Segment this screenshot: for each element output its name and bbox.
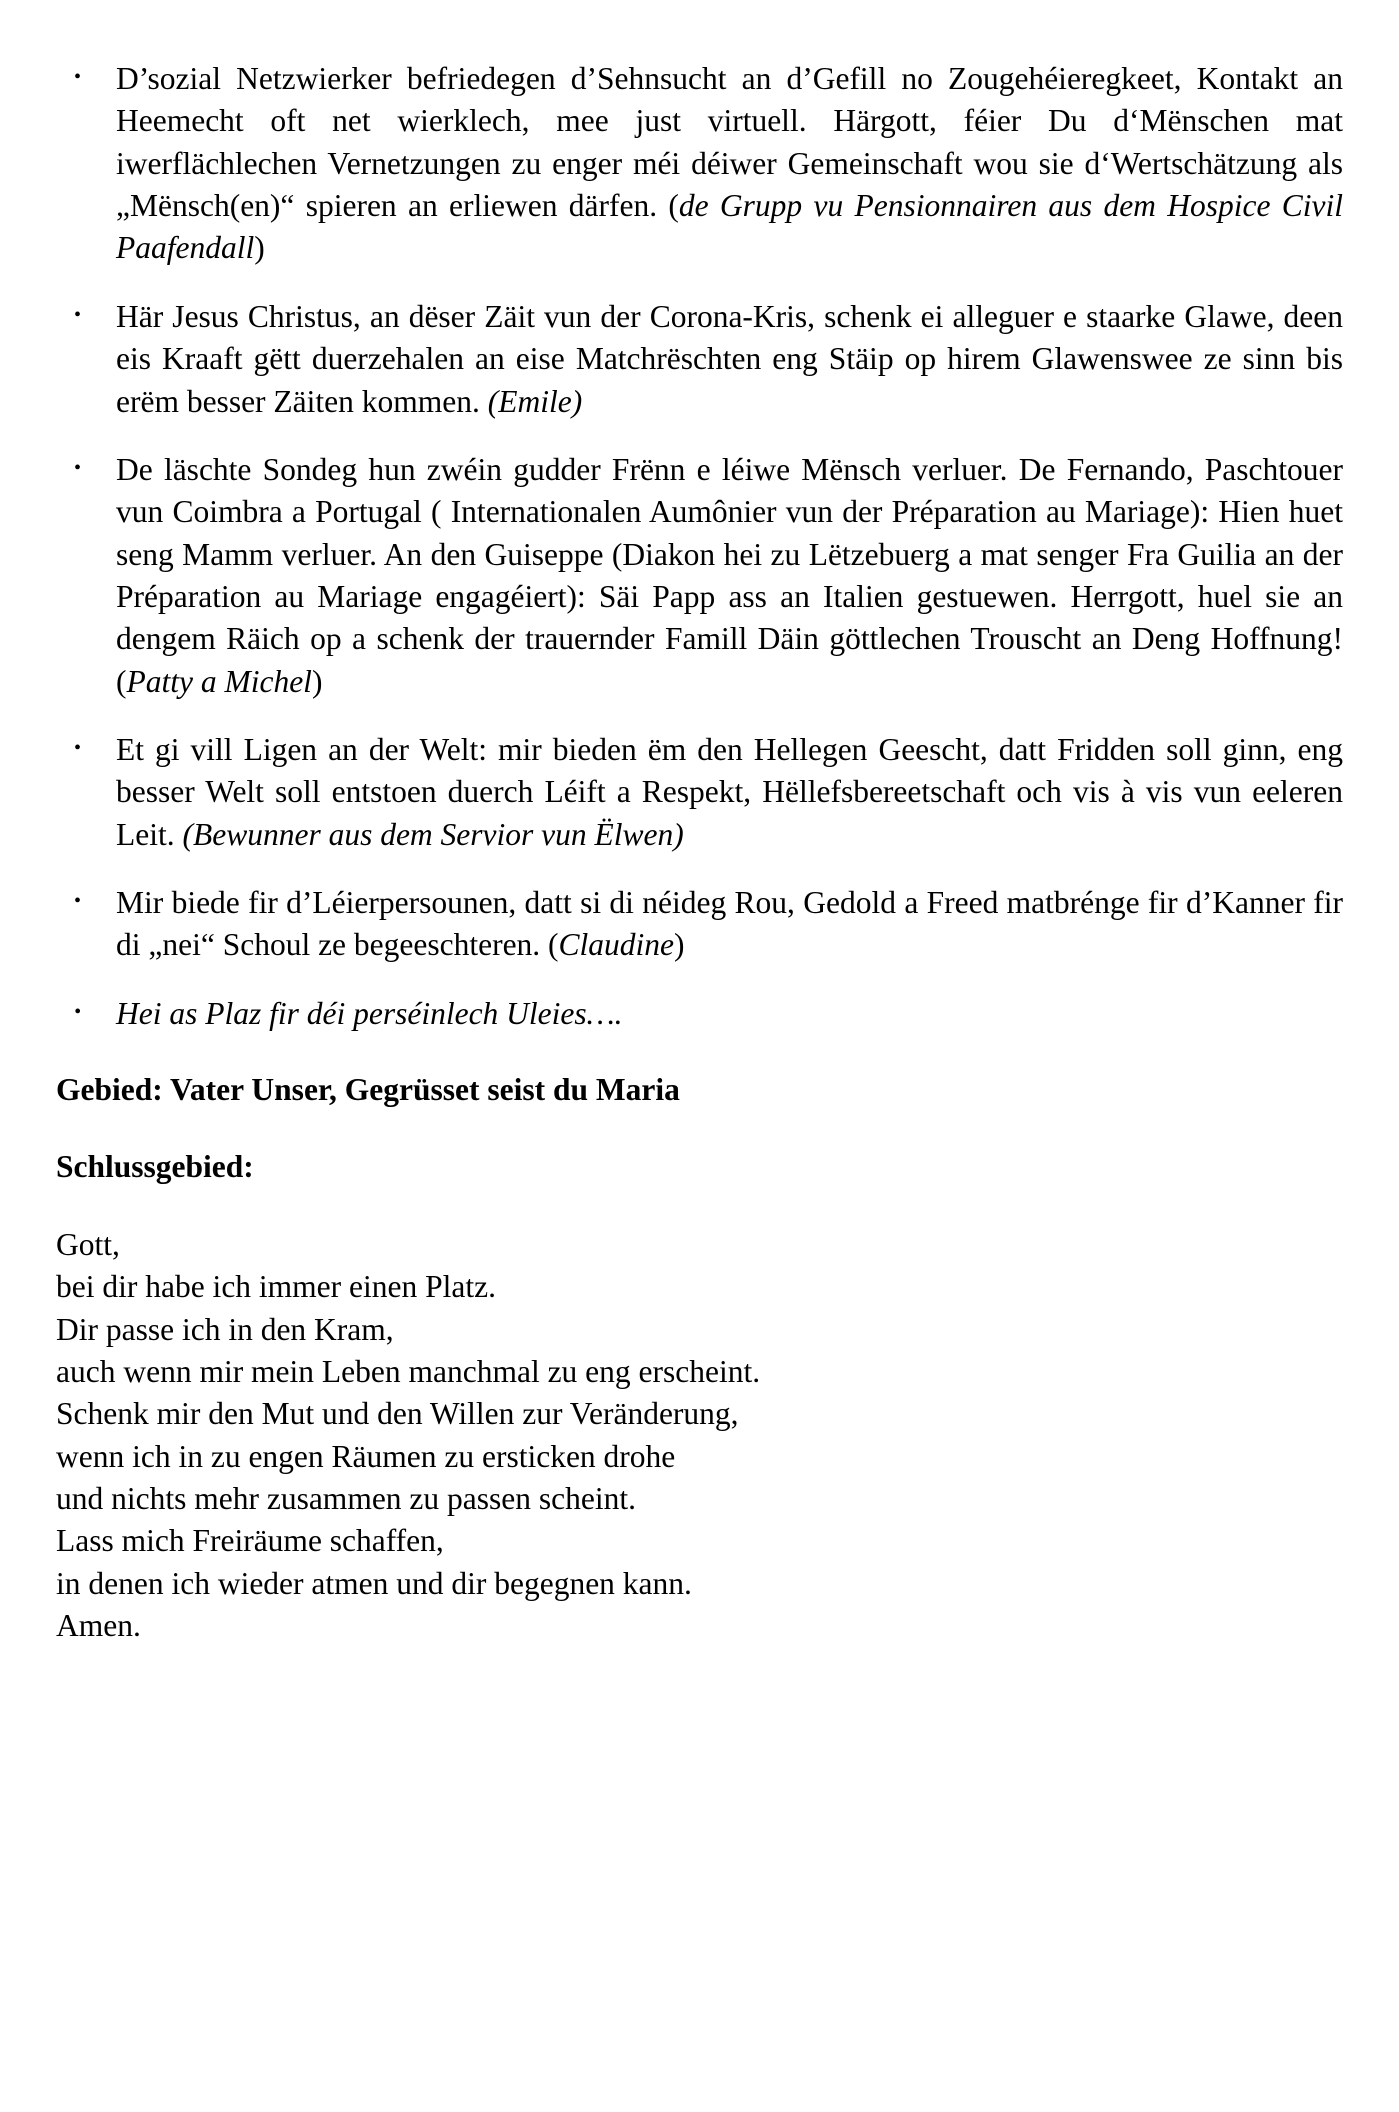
bullet-mir-biede-fir — [56, 882, 1343, 967]
prayer-line: Schenk mir den Mut und den Willen zur Veränderung, — [56, 1396, 739, 1432]
intentions-bullet-list — [56, 58, 1343, 1035]
prayer-line: auch wenn mir mein Leben manchmal zu eng erscheint. — [56, 1353, 761, 1389]
bullet-attribution: (Bewunner aus dem Servior vun Ëlwen) — [182, 816, 684, 852]
bullet-attribution: (Emile) — [487, 383, 583, 419]
bullet-attribution: Patty a Michel — [126, 663, 312, 699]
bullet-text: Mir biede fir d’Léierpersounen, datt si di néideg Rou, Gedold a Freed matbrénge fir d’Kanner fir di „nei“ Schoul ze begeeschteren. ( — [116, 885, 1343, 963]
bullet-text: De läschte Sondeg hun zwéin gudder Frënn e léiwe Mënsch verluer. De Fernando, Paschtouer vun Coimbra a Portugal ( Internationalen Aumônier vun der Préparation au Mariage): Hien huet seng Mamm verluer. An den Guiseppe (Diakon hei zu Lëtzebuerg a mat senger Fra Guilia an der Préparation au Mariage engagéiert): Säi Papp ass an Italien gestuewen. Herrgott, huel sie an dengem Räich op a schenk der trauernder Famill Däin göttlechen Trouscht an Deng Hoffnung! ( — [116, 451, 1343, 699]
closing-prayer-text — [56, 1224, 1343, 1648]
bullet-text: Här Jesus Christus, an dëser Zäit vun der Corona-Kris, schenk ei alleguer e staarke Glawe, deen eis Kraaft gëtt duerzehalen an eise Matchrëschten eng Stäip op hirem Glawenswee ze sinn bis erëm besser Zäiten kommen. — [116, 298, 1343, 419]
bullet-text-tail: ) — [311, 663, 323, 699]
bullet-hei-as-plaz — [56, 993, 1343, 1035]
prayer-line: Gott, — [56, 1226, 120, 1262]
bullet-et-gi-vill-ligen — [56, 729, 1343, 856]
spacer-before-gebied-heading — [56, 1035, 1343, 1069]
prayer-line: Lass mich Freiräume schaffen, — [56, 1523, 444, 1559]
bullet-text: Et gi vill Ligen an der Welt: mir bieden ëm den Hellegen Geescht, datt Fridden soll ginn, eng besser Welt soll entstoen duerch Léift a Respekt, Hëllefsbereetschaft och vis à vis vun eeleren Leit. — [116, 732, 1343, 852]
bullet-attribution: de Grupp vu Pensionnairen aus dem Hospice Civil Paafendall — [116, 188, 1343, 266]
bullet-point-icon: • — [74, 66, 82, 88]
prayer-line: Dir passe ich in den Kram, — [56, 1311, 394, 1347]
prayer-line: Amen. — [56, 1608, 141, 1644]
bullet-point-icon: • — [74, 737, 82, 760]
bullet-point-icon: • — [74, 1000, 82, 1023]
prayer-line: bei dir habe ich immer einen Platz. — [56, 1269, 496, 1305]
bullet-text: Hei as Plaz fir déi perséinlech Uleies…. — [116, 995, 623, 1031]
prayer-line: und nichts mehr zusammen zu passen scheint. — [56, 1481, 636, 1517]
bullet-point-icon: • — [74, 456, 82, 479]
bullet-point-icon: • — [74, 303, 82, 326]
bullet-text: D’sozial Netzwierker befriedegen d’Sehnsucht an d’Gefill no Zougehéieregkeet, Kontakt an Heemecht oft net wierklech, mee just virtuell. Härgott, féier Du d‘Mënschen mat iwerflächlechen Vernetzungen zu enger méi déiwer Gemeinschaft wou sie d‘Wertschätzung als „Mënsch(en)“ spieren an erliewen därfen. ( — [116, 61, 1343, 224]
spacer-before-schlussgebied-heading — [56, 1112, 1343, 1146]
prayer-line: in denen ich wieder atmen und dir begegnen kann. — [56, 1565, 692, 1601]
bullet-sozial-netzwierker — [56, 58, 1343, 270]
heading-gebied: Gebied: Vater Unser, Gegrüsset seist du Maria — [56, 1072, 680, 1108]
bullet-attribution: Claudine — [558, 927, 675, 963]
spacer-before-prayer — [56, 1188, 1343, 1224]
bullet-point-icon: • — [74, 890, 82, 913]
bullet-text-tail: ) — [674, 927, 685, 963]
bullet-text-tail: ) — [254, 230, 265, 266]
prayer-line: wenn ich in zu engen Räumen zu ersticken drohe — [56, 1438, 676, 1474]
heading-schlussgebied: Schlussgebied: — [56, 1148, 254, 1184]
bullet-har-jesus-christus — [56, 296, 1343, 423]
bullet-de-laschte-sondeg — [56, 449, 1343, 703]
